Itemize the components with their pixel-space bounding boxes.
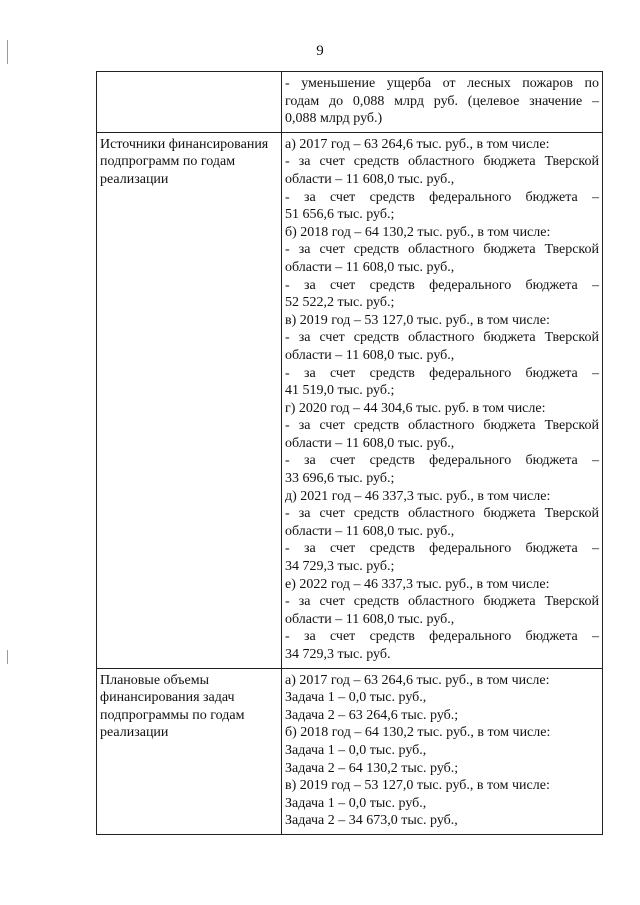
content-line: - за счет средств федерального бюджета –	[285, 453, 599, 469]
content-line: области – 11 608,0 тыс. руб.,	[285, 523, 455, 539]
row-content-cell	[282, 72, 603, 133]
table-row	[97, 72, 603, 133]
table-row	[97, 132, 603, 668]
content-line: области – 11 608,0 тыс. руб.,	[285, 259, 455, 275]
content-line: - за счет средств федерального бюджета –	[285, 629, 599, 645]
scan-mark	[7, 40, 8, 64]
row-content-cell	[282, 668, 603, 834]
page-number: 9	[316, 43, 324, 59]
table-row	[97, 668, 603, 834]
content-line: е) 2022 год – 46 337,3 тыс. руб., в том числе:	[285, 576, 550, 592]
content-line: - за счет средств областного бюджета Тверской	[285, 154, 599, 170]
content-line: - за счет средств областного бюджета Тверской	[285, 418, 599, 434]
content-line: 34 729,3 тыс. руб.	[285, 647, 391, 662]
content-line: - уменьшение ущерба от лесных пожаров по	[285, 76, 599, 91]
content-line: - за счет средств федерального бюджета –	[285, 365, 599, 381]
content-line: 52 522,2 тыс. руб.;	[285, 295, 395, 311]
content-line: Задача 2 – 34 673,0 тыс. руб.,	[285, 813, 458, 829]
row-content-cell	[282, 132, 603, 668]
row-label-line: Источники финансирования	[100, 136, 269, 152]
content-line: 0,088 млрд руб.)	[285, 111, 383, 127]
row-label-line: финансирования задач	[100, 690, 235, 706]
content-line: - за счет средств федерального бюджета –	[285, 541, 599, 557]
scan-mark	[7, 650, 8, 664]
row-label-cell	[97, 132, 282, 668]
content-line: г) 2020 год – 44 304,6 тыс. руб. в том числе:	[285, 400, 546, 416]
content-line: Задача 1 – 0,0 тыс. руб.,	[285, 690, 427, 706]
content-line: Задача 2 – 63 264,6 тыс. руб.;	[285, 707, 459, 723]
content-line: области – 11 608,0 тыс. руб.,	[285, 347, 455, 363]
content-line: Задача 2 – 64 130,2 тыс. руб.;	[285, 760, 459, 776]
content-line: - за счет средств областного бюджета Тверской	[285, 594, 599, 610]
content-line: - за счет средств областного бюджета Тверской	[285, 242, 599, 258]
content-line: годам до 0,088 млрд руб. (целевое значение –	[285, 93, 599, 109]
row-label-line: подпрограммы по годам	[100, 707, 245, 723]
content-line: - за счет средств областного бюджета Тверской	[285, 506, 599, 522]
content-line: области – 11 608,0 тыс. руб.,	[285, 171, 455, 187]
content-line: области – 11 608,0 тыс. руб.,	[285, 611, 455, 627]
content-line: 51 656,6 тыс. руб.;	[285, 207, 395, 223]
content-line: - за счет средств федерального бюджета –	[285, 189, 599, 205]
content-line: а) 2017 год – 63 264,6 тыс. руб., в том числе:	[285, 672, 550, 688]
row-label-line: реализации	[100, 725, 169, 741]
content-line: области – 11 608,0 тыс. руб.,	[285, 435, 455, 451]
content-line: б) 2018 год – 64 130,2 тыс. руб., в том числе:	[285, 725, 551, 741]
row-label-cell	[97, 668, 282, 834]
content-line: Задача 1 – 0,0 тыс. руб.,	[285, 795, 427, 811]
content-line: - за счет средств федерального бюджета –	[285, 277, 599, 293]
content-line: б) 2018 год – 64 130,2 тыс. руб., в том числе:	[285, 224, 551, 240]
row-label-line: подпрограмм по годам	[100, 154, 236, 170]
row-label-line: Плановые объемы	[100, 672, 210, 688]
content-line: 34 729,3 тыс. руб.;	[285, 559, 395, 575]
content-line: Задача 1 – 0,0 тыс. руб.,	[285, 742, 427, 758]
content-line: 41 519,0 тыс. руб.;	[285, 383, 395, 399]
row-label-line: реализации	[100, 171, 169, 187]
subprogram-passport-table	[96, 71, 603, 835]
content-line: а) 2017 год – 63 264,6 тыс. руб., в том числе:	[285, 136, 550, 152]
row-label-cell	[97, 72, 282, 133]
content-line: 33 696,6 тыс. руб.;	[285, 471, 395, 487]
content-line: в) 2019 год – 53 127,0 тыс. руб., в том числе:	[285, 778, 550, 794]
content-line: в) 2019 год – 53 127,0 тыс. руб., в том числе:	[285, 312, 550, 328]
content-line: д) 2021 год – 46 337,3 тыс. руб., в том числе:	[285, 488, 551, 504]
content-line: - за счет средств областного бюджета Тверской	[285, 330, 599, 346]
